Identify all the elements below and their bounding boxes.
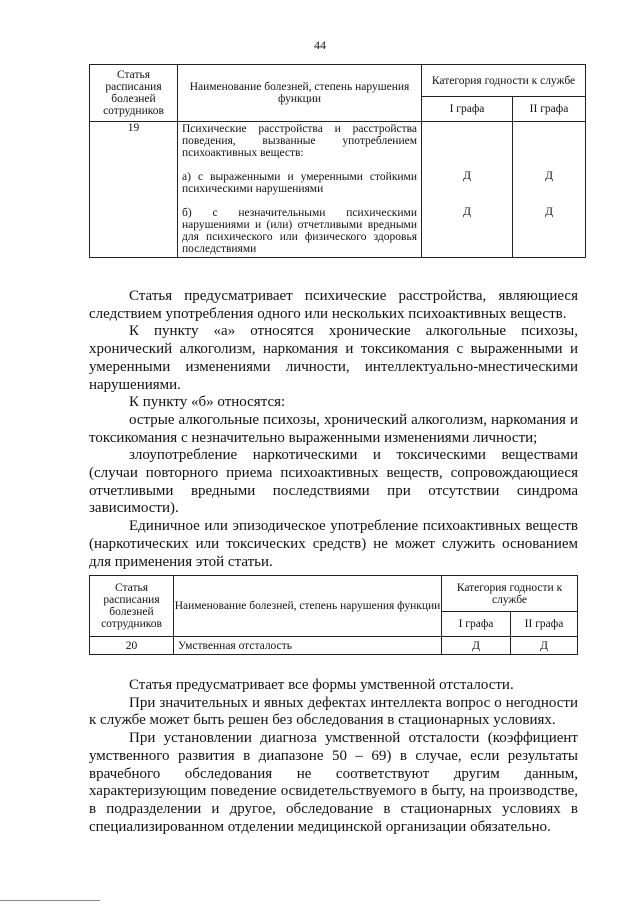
header-category: Категория годности к службе	[422, 65, 586, 97]
grade-col-1	[422, 122, 513, 258]
article-number: 19	[90, 122, 178, 258]
article-number: 20	[90, 637, 174, 655]
disease-description	[178, 122, 422, 258]
page-number: 44	[314, 38, 326, 52]
header-category: Категория годности к службе	[442, 576, 578, 612]
list-item: а) с выраженными и умеренными стойкими психическими нарушениями	[182, 171, 417, 195]
table-row	[90, 637, 578, 655]
header-col-1: I графа	[442, 612, 511, 637]
paragraph: При значительных и явных дефектах интеллекта вопрос о негодности к службе может быть решен без обследования в стационарных условиях.	[89, 694, 578, 729]
header-col-2: II графа	[513, 97, 586, 122]
paragraph: Статья предусматривает все формы умственной отсталости.	[129, 677, 514, 693]
grade-col-2	[513, 122, 586, 258]
disease-title: Психические расстройства и расстройства поведения, вызванные употреблением психоактивных веществ:	[182, 123, 417, 159]
grade-value: Д	[463, 170, 471, 182]
header-col-1: I графа	[422, 97, 513, 122]
paragraph: острые алкогольные психозы, хронический алкоголизм, наркомания и токсикомания с незначительно выраженными изменениями личности;	[89, 411, 578, 446]
grade-value: Д	[442, 637, 511, 655]
disease-table-article-20	[89, 575, 578, 655]
paragraph: К пункту «б» относятся:	[129, 394, 286, 411]
paragraph: Единичное или эпизодическое употребление психоактивных веществ (наркотических или токсических средств) не может служить основанием для применения этой статьи.	[89, 518, 578, 570]
header-article: Статья расписания болезней сотрудников	[90, 65, 178, 122]
header-col-2: II графа	[511, 612, 578, 637]
disease-name: Умственная отсталость	[174, 637, 442, 655]
grade-value: Д	[545, 170, 553, 182]
paragraph: Статья предусматривает психические расстройства, являющиеся следствием употребления одного или нескольких психоактивных веществ.	[89, 288, 578, 322]
paragraph: злоупотребление наркотическими и токсическими веществами (случаи повторного приема психоактивных веществ, сопровождающиеся отчетливыми вредными последствиями при отсутствии синдрома зависимости).	[89, 447, 578, 517]
article-20-explanation	[89, 677, 578, 836]
paragraph: К пункту «а» относятся хронические алкогольные психозы, хронический алкоголизм, наркомания и токсикомания с выраженными и умеренными изменениями личности, интеллектуально-мнестическими нарушениями.	[89, 323, 578, 393]
header-name: Наименование болезней, степень нарушения функции	[178, 65, 422, 122]
grade-value: Д	[511, 637, 578, 655]
article-19-explanation	[89, 288, 578, 571]
footer-rule	[0, 900, 100, 901]
list-item: б) с незначительными психическими нарушениями и (или) отчетливыми вредными для психического или физического здоровья последствиями	[182, 207, 417, 255]
grade-value: Д	[545, 206, 553, 218]
disease-table-article-19	[89, 64, 586, 258]
table-row	[90, 122, 586, 258]
header-article: Статья расписания болезней сотрудников	[90, 576, 174, 637]
paragraph: При установлении диагноза умственной отсталости (коэффициент умственного развития в диапазоне 50 – 69) в случае, если результаты врачебного обследования не соответствуют другим данным, характеризующим поведение освидетельствуемого в быту, на производстве, в подразделении и другое, обследование в стационарных условиях в специализированном отделении медицинской организации обязательно.	[89, 730, 578, 835]
header-name: Наименование болезней, степень нарушения функции	[174, 576, 442, 637]
grade-value: Д	[463, 206, 471, 218]
